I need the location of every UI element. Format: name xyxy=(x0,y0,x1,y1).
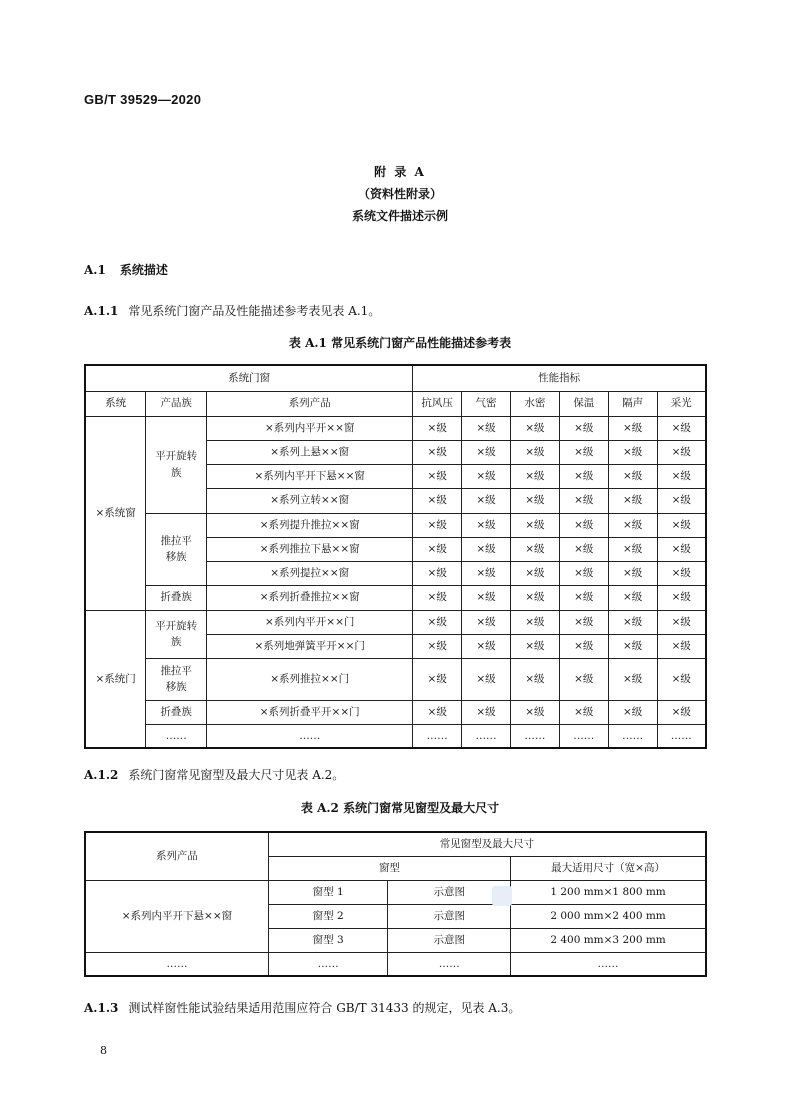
grade-cell: ×级 xyxy=(608,700,657,724)
col-header-max-size: 最大适用尺寸（宽×高） xyxy=(511,856,706,880)
section-heading xyxy=(84,261,168,278)
grade-cell: ×级 xyxy=(608,416,657,440)
grade-cell: ×级 xyxy=(657,488,706,513)
grade-cell: ×级 xyxy=(657,416,706,440)
section-title: 系统描述 xyxy=(119,263,168,277)
grade-cell: ×级 xyxy=(657,440,706,464)
product-cell: ×系列推拉下悬××窗 xyxy=(207,537,413,561)
paragraph-number: A.1.2 xyxy=(84,768,119,782)
paragraph-a11 xyxy=(84,302,380,319)
ellipsis-cell: …… xyxy=(85,952,268,976)
grade-cell: ×级 xyxy=(657,513,706,537)
max-size-cell: 2 400 mm×3 200 mm xyxy=(511,928,706,952)
page-number: 8 xyxy=(100,1044,107,1057)
paragraph-a12 xyxy=(84,766,344,783)
grade-cell: ×级 xyxy=(413,513,462,537)
grade-cell: ×级 xyxy=(510,513,559,537)
max-size-cell: 1 200 mm×1 800 mm xyxy=(511,880,706,904)
diagram-cell: 示意图 xyxy=(388,904,511,928)
grade-cell: ×级 xyxy=(559,700,608,724)
section-number: A.1 xyxy=(84,263,106,277)
standard-number: GB/T 39529—2020 xyxy=(84,92,202,107)
max-size-cell: 2 000 mm×2 400 mm xyxy=(511,904,706,928)
grade-cell: ×级 xyxy=(510,440,559,464)
grade-cell: ×级 xyxy=(462,585,511,610)
appendix-nature: （资料性附录） xyxy=(357,187,442,201)
grade-cell: ×级 xyxy=(462,634,511,658)
col-header: 保温 xyxy=(559,391,608,416)
grade-cell: ×级 xyxy=(413,634,462,658)
grade-cell: ×级 xyxy=(413,488,462,513)
header-performance: 性能指标 xyxy=(413,365,706,391)
product-cell: ×系列提升推拉××窗 xyxy=(207,513,413,537)
ellipsis-cell: …… xyxy=(146,724,207,748)
window-type-cell: 窗型 1 xyxy=(268,880,388,904)
product-cell: ×系列提拉××窗 xyxy=(207,561,413,585)
grade-cell: ×级 xyxy=(462,561,511,585)
grade-cell: ×级 xyxy=(559,416,608,440)
grade-cell: ×级 xyxy=(462,416,511,440)
window-type-cell: 窗型 2 xyxy=(268,904,388,928)
grade-cell: ×级 xyxy=(510,488,559,513)
grade-cell: ×级 xyxy=(608,513,657,537)
grade-cell: ×级 xyxy=(559,658,608,700)
ellipsis-cell: …… xyxy=(207,724,413,748)
grade-cell: ×级 xyxy=(559,537,608,561)
grade-cell: ×级 xyxy=(413,700,462,724)
family-cell: 折叠族 xyxy=(146,700,207,724)
watermark-mark xyxy=(492,886,512,906)
grade-cell: ×级 xyxy=(413,585,462,610)
grade-cell: ×级 xyxy=(413,537,462,561)
diagram-cell: 示意图 xyxy=(388,928,511,952)
grade-cell: ×级 xyxy=(608,537,657,561)
grade-cell: ×级 xyxy=(413,440,462,464)
grade-cell: ×级 xyxy=(559,585,608,610)
family-cell: 推拉平移族 xyxy=(146,658,207,700)
product-cell: ×系列地弹簧平开××门 xyxy=(207,634,413,658)
grade-cell: ×级 xyxy=(559,464,608,488)
ellipsis-cell: …… xyxy=(413,724,462,748)
table-a2 xyxy=(84,831,707,977)
grade-cell: ×级 xyxy=(413,610,462,634)
grade-cell: ×级 xyxy=(413,416,462,440)
grade-cell: ×级 xyxy=(608,488,657,513)
family-cell: 平开旋转族 xyxy=(146,416,207,513)
ellipsis-cell: …… xyxy=(388,952,511,976)
col-header: 隔声 xyxy=(608,391,657,416)
grade-cell: ×级 xyxy=(657,464,706,488)
ellipsis-cell: …… xyxy=(462,724,511,748)
grade-cell: ×级 xyxy=(462,610,511,634)
grade-cell: ×级 xyxy=(559,440,608,464)
grade-cell: ×级 xyxy=(462,513,511,537)
grade-cell: ×级 xyxy=(413,561,462,585)
series-product-cell: ×系列内平开下悬××窗 xyxy=(85,880,268,952)
paragraph-text: 系统门窗常见窗型及最大尺寸见表 A.2。 xyxy=(128,768,345,782)
product-cell: ×系列推拉××门 xyxy=(207,658,413,700)
table2-caption: 表 A.2 系统门窗常见窗型及最大尺寸 xyxy=(300,801,500,815)
grade-cell: ×级 xyxy=(413,658,462,700)
table-a1 xyxy=(84,364,707,749)
grade-cell: ×级 xyxy=(608,561,657,585)
product-cell: ×系列折叠推拉××窗 xyxy=(207,585,413,610)
grade-cell: ×级 xyxy=(462,464,511,488)
ellipsis-cell: …… xyxy=(657,724,706,748)
grade-cell: ×级 xyxy=(559,488,608,513)
appendix-label: 附 录 A xyxy=(374,165,426,179)
grade-cell: ×级 xyxy=(510,700,559,724)
col-header: 气密 xyxy=(462,391,511,416)
col-header-series: 系列产品 xyxy=(85,832,268,880)
system-cell: ×系统门 xyxy=(85,610,146,748)
grade-cell: ×级 xyxy=(510,658,559,700)
family-cell: 推拉平移族 xyxy=(146,513,207,585)
product-cell: ×系列折叠平开××门 xyxy=(207,700,413,724)
col-header: 产品族 xyxy=(146,391,207,416)
product-cell: ×系列内平开下悬××窗 xyxy=(207,464,413,488)
col-header: 水密 xyxy=(510,391,559,416)
paragraph-text: 常见系统门窗产品及性能描述参考表见表 A.1。 xyxy=(128,304,381,318)
ellipsis-cell: …… xyxy=(268,952,388,976)
product-cell: ×系列内平开××门 xyxy=(207,610,413,634)
col-header: 系统 xyxy=(85,391,146,416)
header-system-windows: 系统门窗 xyxy=(85,365,413,391)
product-cell: ×系列上悬××窗 xyxy=(207,440,413,464)
appendix-title: 系统文件描述示例 xyxy=(351,209,448,223)
grade-cell: ×级 xyxy=(559,634,608,658)
grade-cell: ×级 xyxy=(657,585,706,610)
product-cell: ×系列内平开××窗 xyxy=(207,416,413,440)
grade-cell: ×级 xyxy=(462,537,511,561)
ellipsis-cell: …… xyxy=(510,724,559,748)
grade-cell: ×级 xyxy=(608,634,657,658)
system-cell: ×系统窗 xyxy=(85,416,146,610)
ellipsis-cell: …… xyxy=(511,952,706,976)
family-cell: 平开旋转族 xyxy=(146,610,207,658)
grade-cell: ×级 xyxy=(462,488,511,513)
grade-cell: ×级 xyxy=(608,464,657,488)
col-header: 采光 xyxy=(657,391,706,416)
grade-cell: ×级 xyxy=(510,561,559,585)
grade-cell: ×级 xyxy=(462,440,511,464)
grade-cell: ×级 xyxy=(462,658,511,700)
ellipsis-cell: …… xyxy=(608,724,657,748)
family-cell: 折叠族 xyxy=(146,585,207,610)
grade-cell: ×级 xyxy=(608,658,657,700)
grade-cell: ×级 xyxy=(657,634,706,658)
col-header-type: 窗型 xyxy=(268,856,510,880)
grade-cell: ×级 xyxy=(657,610,706,634)
grade-cell: ×级 xyxy=(510,610,559,634)
ellipsis-cell: …… xyxy=(559,724,608,748)
grade-cell: ×级 xyxy=(608,440,657,464)
paragraph-a13 xyxy=(84,999,520,1016)
grade-cell: ×级 xyxy=(462,700,511,724)
grade-cell: ×级 xyxy=(510,416,559,440)
diagram-cell: 示意图 xyxy=(388,880,511,904)
paragraph-text: 测试样窗性能试验结果适用范围应符合 GB/T 31433 的规定，见表 A.3。 xyxy=(128,1001,521,1015)
grade-cell: ×级 xyxy=(510,537,559,561)
grade-cell: ×级 xyxy=(608,610,657,634)
grade-cell: ×级 xyxy=(413,464,462,488)
grade-cell: ×级 xyxy=(510,634,559,658)
paragraph-number: A.1.3 xyxy=(84,1001,119,1015)
product-cell: ×系列立转××窗 xyxy=(207,488,413,513)
grade-cell: ×级 xyxy=(608,585,657,610)
col-header: 系列产品 xyxy=(207,391,413,416)
paragraph-number: A.1.1 xyxy=(84,304,119,318)
grade-cell: ×级 xyxy=(559,610,608,634)
col-header-group: 常见窗型及最大尺寸 xyxy=(268,832,706,856)
grade-cell: ×级 xyxy=(657,658,706,700)
grade-cell: ×级 xyxy=(559,513,608,537)
table1-caption: 表 A.1 常见系统门窗产品性能描述参考表 xyxy=(288,336,512,350)
grade-cell: ×级 xyxy=(510,585,559,610)
grade-cell: ×级 xyxy=(510,464,559,488)
window-type-cell: 窗型 3 xyxy=(268,928,388,952)
grade-cell: ×级 xyxy=(657,537,706,561)
grade-cell: ×级 xyxy=(657,561,706,585)
grade-cell: ×级 xyxy=(657,700,706,724)
grade-cell: ×级 xyxy=(559,561,608,585)
col-header: 抗风压 xyxy=(413,391,462,416)
